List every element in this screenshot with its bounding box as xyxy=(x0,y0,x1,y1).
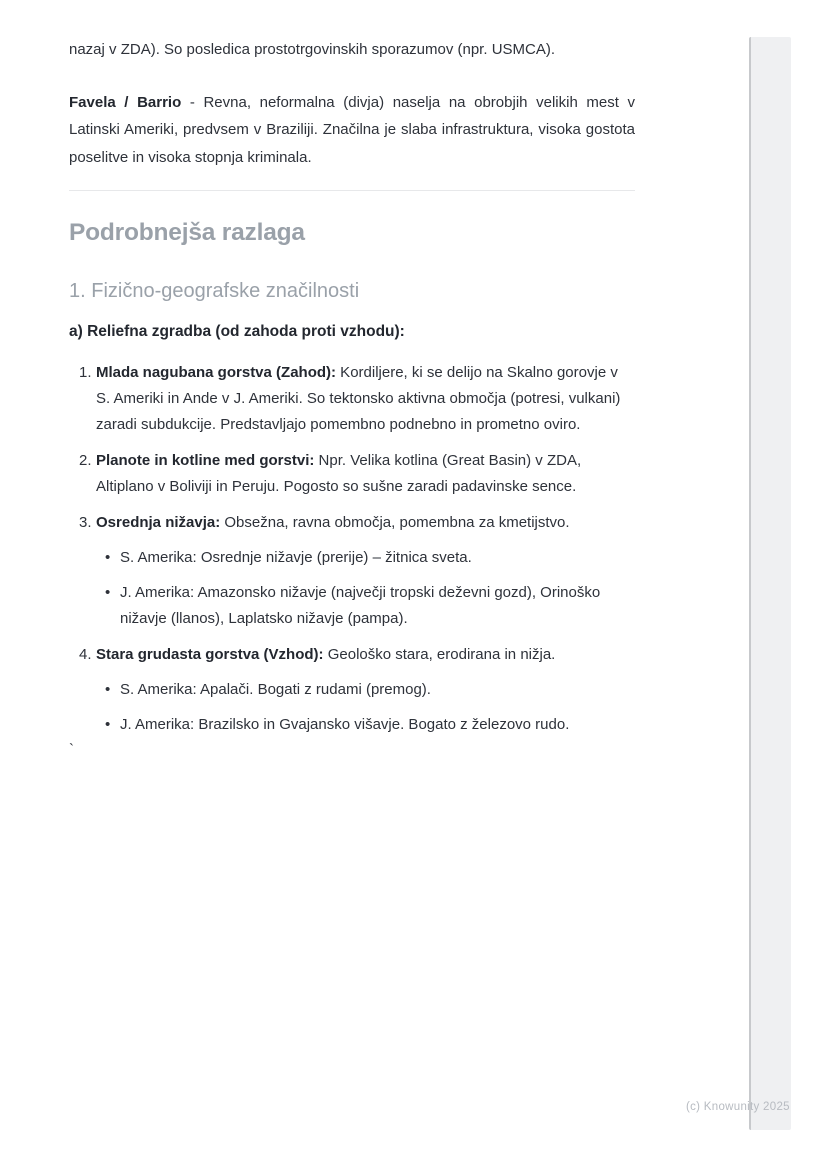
section-heading: Podrobnejša razlaga xyxy=(69,219,305,246)
bullet-item xyxy=(96,677,635,703)
bullet-item xyxy=(96,545,635,571)
list-item-term: Planote in kotline med gorstvi: xyxy=(96,452,315,469)
document-content xyxy=(69,36,635,738)
bullet-text: J. Amerika: Amazonsko nižavje (največji tropski deževni gozd), Orinoško nižavje (llanos), Laplatsko nižavje (pampa). xyxy=(120,584,601,627)
stray-backtick: ` xyxy=(69,741,74,758)
list-item-body xyxy=(96,510,635,632)
list-item-number: 2. xyxy=(79,452,92,469)
favela-text: - Revna, neformalna (divja) naselja na obrobjih velikih mest v Latinski Ameriki, predvsem v Braziliji. Značilna je slaba infrastruktura, visoka gostota poselitve in visoka stopnja kriminala. xyxy=(69,93,635,166)
list-item-term: Stara grudasta gorstva (Vzhod): xyxy=(96,646,324,663)
sub-bullet-list xyxy=(96,545,635,632)
bullet-text: S. Amerika: Osrednje nižavje (prerije) – žitnica sveta. xyxy=(120,549,472,566)
list-item-body xyxy=(96,642,635,738)
bullet-icon: • xyxy=(105,716,111,733)
list-item-text: Obsežna, ravna območja, pomembna za kmetijstvo. xyxy=(220,514,570,531)
bullet-item xyxy=(96,580,635,632)
list-item xyxy=(69,360,635,438)
list-item-text: Kordiljere, ki se delijo na Skalno gorovje v S. Ameriki in Ande v J. Ameriki. So tektonsko aktivna območja (potresi, vulkani) zaradi subdukcije. Predstavljajo pomembno podnebno in prometno oviro. xyxy=(96,364,621,433)
intro-paragraph: nazaj v ZDA). So posledica prostotrgovinskih sporazumov (npr. USMCA). xyxy=(69,41,556,58)
bullet-item xyxy=(96,712,635,738)
list-item-text: Npr. Velika kotlina (Great Basin) v ZDA, Altiplano v Boliviji in Peruju. Pogosto so sušne zaradi padavinske sence. xyxy=(96,452,582,495)
favela-paragraph xyxy=(69,89,635,172)
relief-list xyxy=(69,360,635,738)
list-item-term: Mlada nagubana gorstva (Zahod): xyxy=(96,364,337,381)
bullet-icon: • xyxy=(105,681,111,698)
section-divider xyxy=(69,190,635,191)
bullet-text: S. Amerika: Apalači. Bogati z rudami (premog). xyxy=(120,681,431,698)
relief-heading: a) Reliefna zgradba (od zahoda proti vzhodu): xyxy=(69,323,405,340)
list-item xyxy=(69,510,635,632)
bullet-icon: • xyxy=(105,584,111,601)
list-item-body xyxy=(96,360,635,438)
list-item xyxy=(69,448,635,500)
footer-copyright: (c) Knowunity 2025 xyxy=(686,1101,790,1113)
bullet-text: J. Amerika: Brazilsko in Gvajansko višavje. Bogato z železovo rudo. xyxy=(120,716,570,733)
list-item-number: 4. xyxy=(79,646,92,663)
bullet-icon: • xyxy=(105,549,111,566)
favela-term: Favela / Barrio xyxy=(69,93,182,111)
subsection-heading: 1. Fizično-geografske značilnosti xyxy=(69,280,360,302)
list-item-term: Osrednja nižavja: xyxy=(96,514,221,531)
list-item-text: Geološko stara, erodirana in nižja. xyxy=(323,646,556,663)
sub-bullet-list xyxy=(96,677,635,738)
list-item-number: 3. xyxy=(79,514,92,531)
list-item-number: 1. xyxy=(79,364,92,381)
list-item-body xyxy=(96,448,635,500)
list-item xyxy=(69,642,635,738)
scrollbar-track[interactable] xyxy=(749,37,791,1130)
